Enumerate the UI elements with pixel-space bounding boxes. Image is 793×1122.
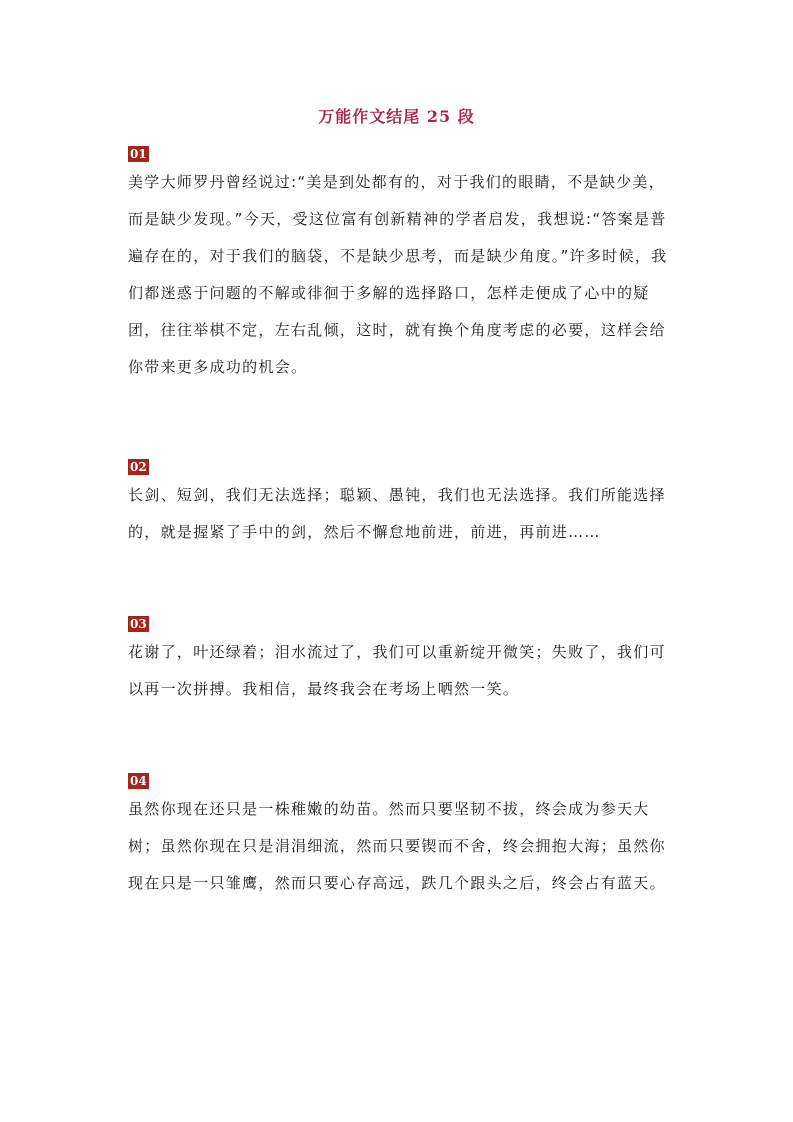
section-02 <box>128 456 668 551</box>
section-number-badge: 03 <box>130 617 147 631</box>
section-paragraph: 虽然你现在还只是一株稚嫩的幼苗。然而只要坚韧不拔，终会成为参天大树；虽然你现在只是涓涓细流，然而只要锲而不舍，终会拥抱大海；虽然你现在只是一只雏鹰，然而只要心存高远，跌几个跟头之后，终会占有蓝天。 <box>128 800 666 892</box>
section-01 <box>128 143 668 386</box>
section-04 <box>128 770 668 902</box>
section-number-badge: 04 <box>130 774 147 788</box>
section-03 <box>128 613 668 708</box>
section-number-badge: 02 <box>130 460 147 474</box>
section-paragraph: 美学大师罗丹曾经说过:“美是到处都有的，对于我们的眼睛，不是缺少美，而是缺少发现。”今天，受这位富有创新精神的学者启发，我想说:“答案是普遍存在的，对于我们的脑袋，不是缺少思考，而是缺少角度。”许多时候，我们都迷惑于问题的不解或徘徊于多解的选择路口，怎样走便成了心中的疑团，往往举棋不定，左右乱倾，这时，就有换个角度考虑的必要，这样会给你带来更多成功的机会。 <box>128 173 668 376</box>
section-paragraph: 花谢了，叶还绿着；泪水流过了，我们可以重新绽开微笑；失败了，我们可以再一次拼搏。我相信，最终我会在考场上哂然一笑。 <box>128 643 666 698</box>
section-paragraph: 长剑、短剑，我们无法选择；聪颖、愚钝，我们也无法选择。我们所能选择的，就是握紧了手中的剑，然后不懈怠地前进，前进，再前进…… <box>128 486 666 541</box>
document-title: 万能作文结尾 25 段 <box>318 107 475 126</box>
section-number-badge: 01 <box>130 147 147 161</box>
